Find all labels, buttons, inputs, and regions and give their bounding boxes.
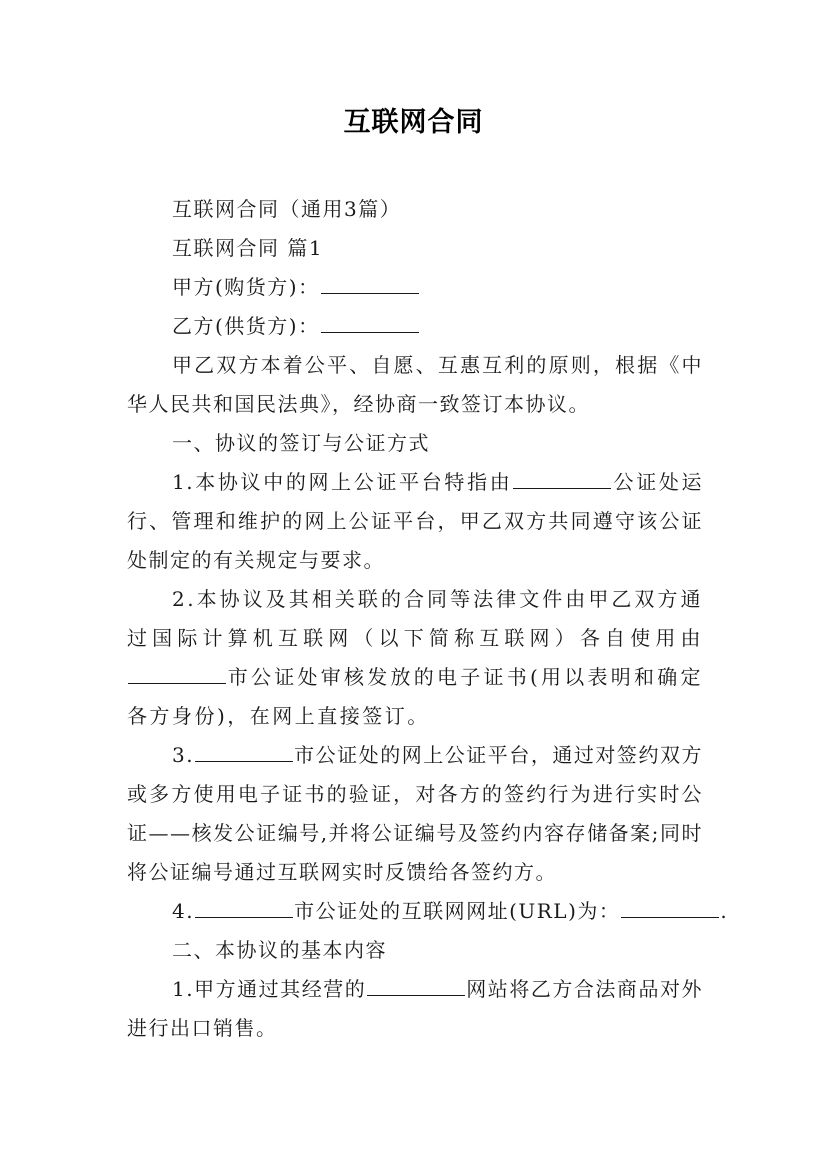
- document-title: 互联网合同: [343, 107, 484, 138]
- document-body: [127, 190, 729, 1048]
- party-b-line: [127, 307, 703, 346]
- s1-item2-text-a: 2.本协议及其相关联的合同等法律文件由甲乙双方通过国际计算机互联网（以下简称互联网）各自使用由: [127, 587, 703, 650]
- section1-item4: [127, 892, 729, 931]
- s1-item4-blank-1: [195, 895, 293, 918]
- party-a-blank: [321, 271, 419, 294]
- section1-item3: [127, 736, 703, 892]
- section1-item2: [127, 580, 703, 736]
- section2-heading: 二、本协议的基本内容: [172, 938, 387, 962]
- s1-item2-blank: [128, 661, 226, 684]
- s1-item2-text-b: 市公证处审核发放的电子证书(用以表明和确定各方身份)，在网上直接签订。: [127, 665, 703, 728]
- s2-item1-text-a: 1.甲方通过其经营的: [172, 977, 367, 1001]
- subtitle: 互联网合同（通用3篇）: [172, 197, 402, 221]
- s1-item1-blank: [513, 466, 611, 489]
- s1-item3-text-a: 3.: [172, 743, 195, 767]
- party-b-blank: [321, 310, 419, 333]
- section1-heading: 一、协议的签订与公证方式: [172, 431, 430, 455]
- s1-item3-text-b: 市公证处的网上公证平台，通过对签约双方或多方使用电子证书的验证，对各方的签约行为进行实时公证——核发公证编号,并将公证编号及签约内容存储备案;同时将公证编号通过互联网实时反馈给各签约方。: [127, 743, 703, 884]
- s2-item1-blank: [367, 973, 465, 996]
- s2-item1-text-b: 网站将乙方合法商品对外进行出口销售。: [127, 977, 703, 1040]
- party-b-label: 乙方(供货方)：: [172, 314, 320, 338]
- section1-item1: [127, 463, 703, 580]
- s1-item3-blank: [195, 739, 293, 762]
- party-a-label: 甲方(购货方)：: [172, 275, 320, 299]
- s1-item1-text-b: 公证处运行、管理和维护的网上公证平台，甲乙双方共同遵守该公证处制定的有关规定与要求。: [127, 470, 704, 572]
- s1-item4-text-a: 4.: [172, 899, 195, 923]
- s1-item1-text-a: 1.本协议中的网上公证平台特指由: [172, 470, 513, 494]
- s1-item4-text-c: .: [720, 899, 729, 923]
- part-title: 互联网合同 篇1: [172, 236, 324, 260]
- s1-item4-text-b: 市公证处的互联网网址(URL)为：: [294, 899, 621, 923]
- party-a-line: [127, 268, 703, 307]
- preamble: 甲乙双方本着公平、自愿、互惠互利的原则，根据《中华人民共和国民法典》，经协商一致签订本协议。: [127, 353, 703, 416]
- s1-item4-blank-2: [621, 895, 719, 918]
- section2-item1: [127, 970, 703, 1048]
